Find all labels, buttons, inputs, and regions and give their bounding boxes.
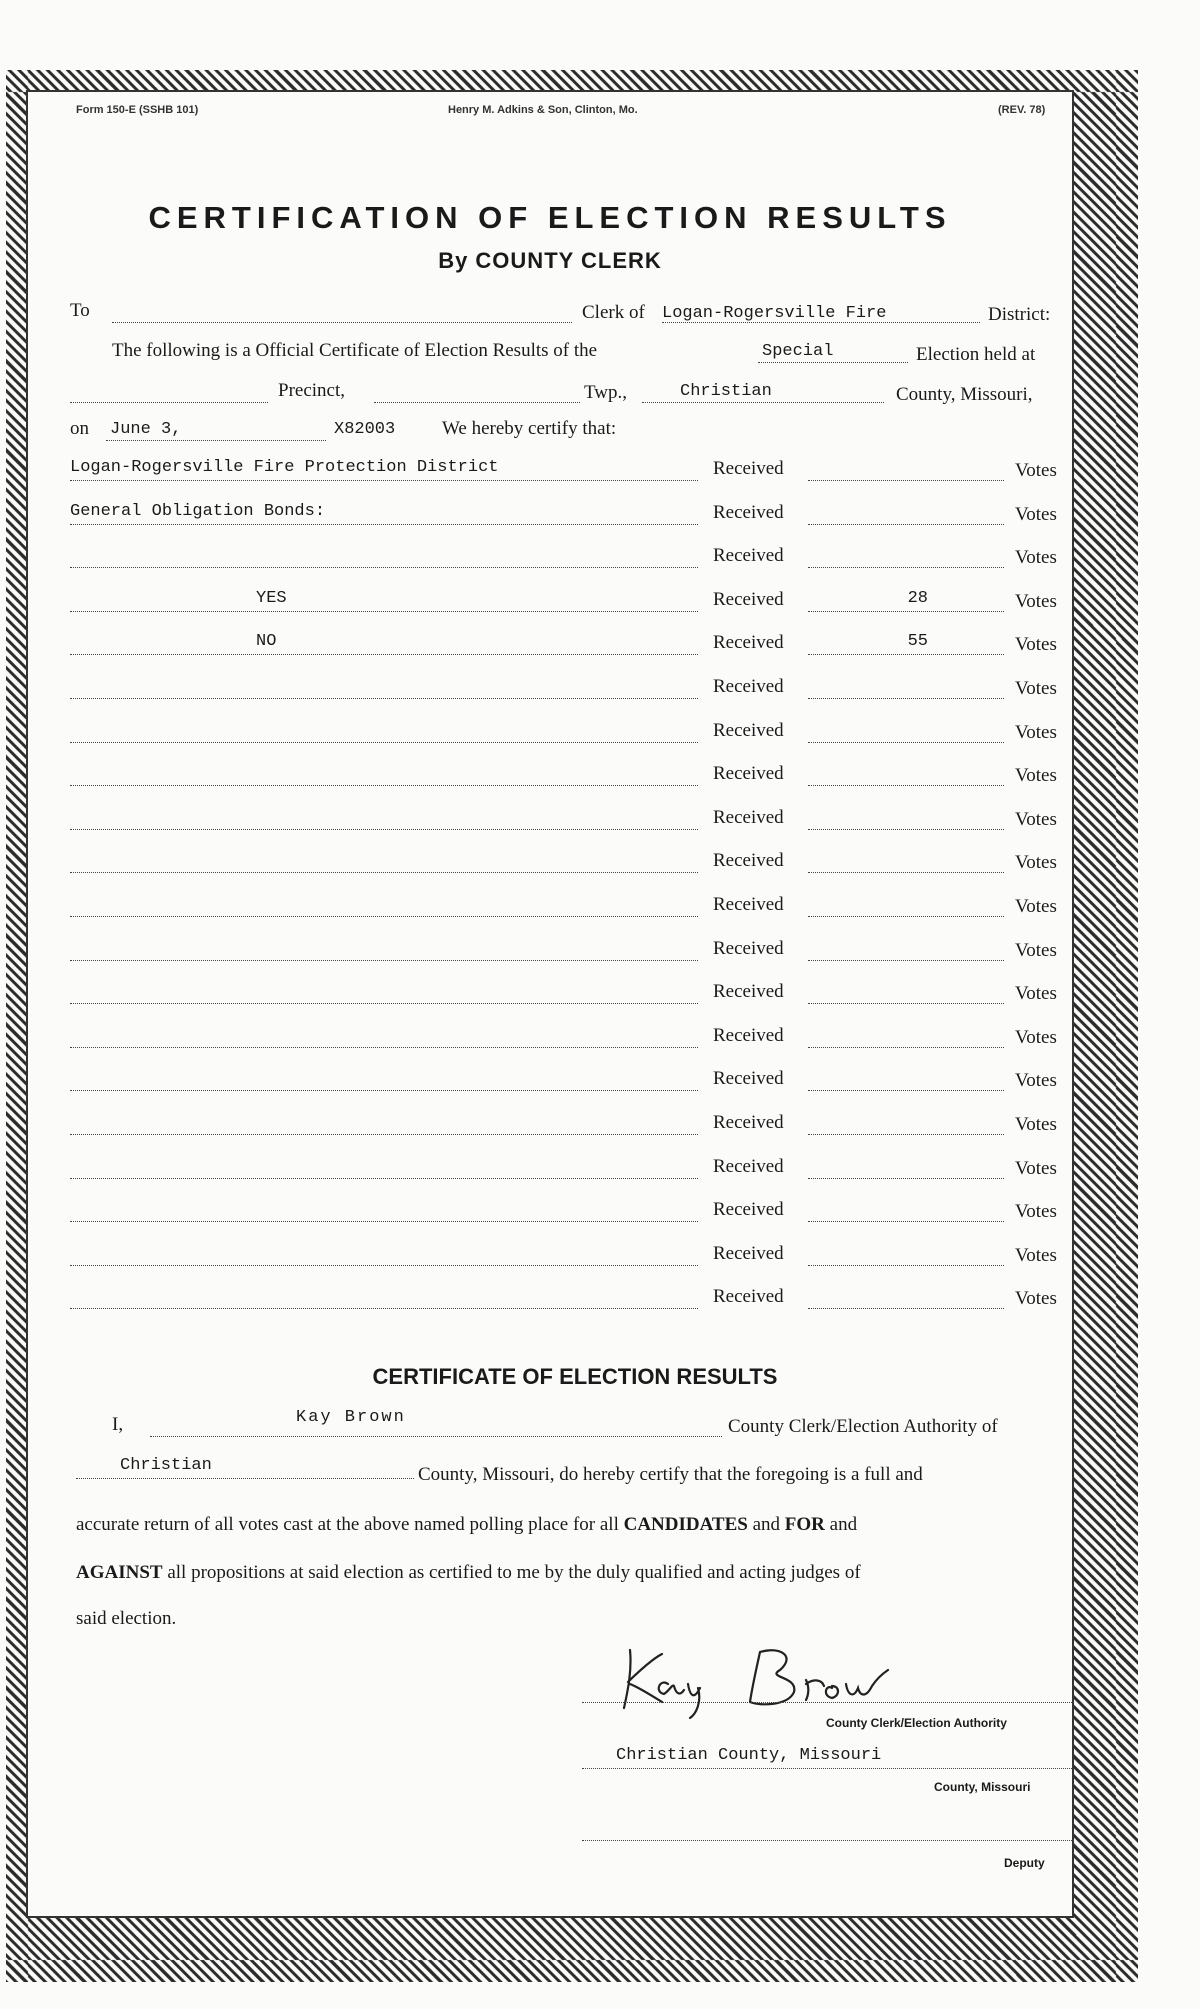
row-label-line bbox=[70, 829, 698, 830]
certificate-intro-text: The following is a Official Certificate of Election Results of the bbox=[112, 340, 598, 361]
received-label: Received bbox=[713, 545, 784, 566]
votes-field-line bbox=[808, 611, 1004, 612]
votes-field-line bbox=[808, 1265, 1004, 1266]
row-label-line bbox=[70, 567, 698, 568]
cert-county-line bbox=[76, 1478, 414, 1479]
clerk-of-label: Clerk of bbox=[582, 302, 645, 323]
received-label: Received bbox=[713, 632, 784, 653]
votes-field-line bbox=[808, 829, 1004, 830]
county-field-line bbox=[642, 402, 884, 403]
county-missouri-label: County, Missouri, bbox=[896, 384, 1033, 405]
votes-label: Votes bbox=[1015, 940, 1057, 961]
received-label: Received bbox=[713, 1025, 784, 1046]
votes-field-line bbox=[808, 1134, 1004, 1135]
votes-field-line bbox=[808, 1221, 1004, 1222]
row-label-line bbox=[70, 1047, 698, 1048]
received-label: Received bbox=[713, 763, 784, 784]
votes-label: Votes bbox=[1015, 634, 1057, 655]
received-label: Received bbox=[713, 1243, 784, 1264]
row-label-line bbox=[70, 872, 698, 873]
row-label-line bbox=[70, 654, 698, 655]
row-label: Logan-Rogersville Fire Protection District bbox=[70, 458, 499, 477]
votes-field-line bbox=[808, 960, 1004, 961]
row-label-line bbox=[70, 1221, 698, 1222]
row-label-line bbox=[70, 742, 698, 743]
votes-value: 28 bbox=[907, 589, 928, 608]
votes-label: Votes bbox=[1015, 1245, 1057, 1266]
cert-line4: AGAINST all propositions at said election as certified to me by the duly qualified and acting judges of bbox=[76, 1562, 861, 1583]
received-label: Received bbox=[713, 1068, 784, 1089]
date-field-line bbox=[106, 440, 326, 441]
received-label: Received bbox=[713, 1156, 784, 1177]
row-label-line bbox=[70, 916, 698, 917]
received-label: Received bbox=[713, 894, 784, 915]
sig-county-line bbox=[582, 1768, 1074, 1769]
row-label-line bbox=[70, 960, 698, 961]
received-label: Received bbox=[713, 720, 784, 741]
received-label: Received bbox=[713, 676, 784, 697]
votes-label: Votes bbox=[1015, 591, 1057, 612]
received-label: Received bbox=[713, 589, 784, 610]
votes-field-line bbox=[808, 785, 1004, 786]
certificate-title: CERTIFICATE OF ELECTION RESULTS bbox=[372, 1364, 778, 1389]
row-label: General Obligation Bonds: bbox=[70, 502, 326, 521]
votes-label: Votes bbox=[1015, 460, 1057, 481]
votes-field-line bbox=[808, 1178, 1004, 1179]
revision-label: (REV. 78) bbox=[998, 104, 1046, 116]
received-label: Received bbox=[713, 1112, 784, 1133]
votes-field-line bbox=[808, 1047, 1004, 1048]
deputy-label: Deputy bbox=[1004, 1856, 1045, 1870]
cert-county-value: Christian bbox=[120, 1456, 212, 1475]
votes-field-line bbox=[808, 1003, 1004, 1004]
votes-field-line bbox=[808, 1090, 1004, 1091]
votes-label: Votes bbox=[1015, 678, 1057, 699]
received-label: Received bbox=[713, 1199, 784, 1220]
page-subtitle: By COUNTY CLERK bbox=[438, 248, 662, 273]
row-label-line bbox=[70, 611, 698, 612]
votes-label: Votes bbox=[1015, 1070, 1057, 1091]
votes-label: Votes bbox=[1015, 547, 1057, 568]
votes-label: Votes bbox=[1015, 983, 1057, 1004]
votes-label: Votes bbox=[1015, 765, 1057, 786]
votes-label: Votes bbox=[1015, 722, 1057, 743]
row-label-line bbox=[70, 1265, 698, 1266]
i-label: I, bbox=[112, 1414, 124, 1435]
cert-line5: said election. bbox=[76, 1608, 177, 1629]
cert-line3: accurate return of all votes cast at the above named polling place for all CANDIDATES and FOR and bbox=[76, 1514, 858, 1535]
votes-field-line bbox=[808, 872, 1004, 873]
row-label-line bbox=[70, 1134, 698, 1135]
votes-label: Votes bbox=[1015, 1027, 1057, 1048]
sig-county-label: County, Missouri bbox=[934, 1780, 1031, 1794]
row-label-line bbox=[70, 1178, 698, 1179]
votes-field-line bbox=[808, 480, 1004, 481]
received-label: Received bbox=[713, 458, 784, 479]
sig-county-value: Christian County, Missouri bbox=[616, 1746, 882, 1765]
deputy-line bbox=[582, 1840, 1074, 1841]
form-number: Form 150-E (SSHB 101) bbox=[76, 104, 199, 116]
cert-certify-text: County, Missouri, do hereby certify that the foregoing is a full and bbox=[418, 1464, 923, 1485]
printer-name: Henry M. Adkins & Son, Clinton, Mo. bbox=[448, 104, 638, 116]
received-label: Received bbox=[713, 938, 784, 959]
precinct-label: Precinct, bbox=[278, 380, 346, 401]
election-type-line bbox=[758, 362, 908, 363]
votes-label: Votes bbox=[1015, 809, 1057, 830]
row-label-line bbox=[70, 1090, 698, 1091]
row-label-line bbox=[70, 785, 698, 786]
clerk-name-line bbox=[150, 1436, 722, 1437]
votes-label: Votes bbox=[1015, 1114, 1057, 1135]
signature-label: County Clerk/Election Authority bbox=[826, 1716, 1007, 1730]
election-type-value: Special bbox=[762, 342, 834, 361]
authority-of-label: County Clerk/Election Authority of bbox=[728, 1416, 998, 1437]
district-value: Logan-Rogersville Fire bbox=[662, 304, 887, 323]
clerk-name-value: Kay Brown bbox=[296, 1408, 406, 1427]
on-label: on bbox=[70, 418, 89, 439]
votes-field-line bbox=[808, 524, 1004, 525]
votes-label: Votes bbox=[1015, 896, 1057, 917]
received-label: Received bbox=[713, 850, 784, 871]
county-value: Christian bbox=[680, 382, 772, 401]
votes-label: Votes bbox=[1015, 1158, 1057, 1179]
votes-value: 55 bbox=[907, 632, 928, 651]
signature-line bbox=[582, 1702, 1074, 1703]
date-value: June 3, bbox=[110, 420, 182, 439]
votes-field-line bbox=[808, 742, 1004, 743]
votes-field-line bbox=[808, 1308, 1004, 1309]
votes-label: Votes bbox=[1015, 1288, 1057, 1309]
precinct-field-line bbox=[70, 402, 268, 403]
district-label: District: bbox=[988, 304, 1051, 325]
row-label-line bbox=[70, 524, 698, 525]
votes-label: Votes bbox=[1015, 1201, 1057, 1222]
certify-text: We hereby certify that: bbox=[442, 418, 617, 439]
page-title: CERTIFICATION OF ELECTION RESULTS bbox=[148, 200, 952, 235]
row-label-line bbox=[70, 1308, 698, 1309]
votes-field-line bbox=[808, 698, 1004, 699]
votes-label: Votes bbox=[1015, 852, 1057, 873]
to-field-line bbox=[112, 322, 572, 323]
received-label: Received bbox=[713, 807, 784, 828]
row-label-line bbox=[70, 698, 698, 699]
twp-label: Twp., bbox=[584, 382, 628, 403]
twp-field-line bbox=[374, 402, 580, 403]
row-label: NO bbox=[256, 632, 277, 651]
signature-image bbox=[610, 1640, 930, 1720]
received-label: Received bbox=[713, 502, 784, 523]
year-value: X82003 bbox=[334, 420, 396, 439]
votes-field-line bbox=[808, 654, 1004, 655]
row-label: YES bbox=[256, 589, 287, 608]
votes-label: Votes bbox=[1015, 504, 1057, 525]
row-label-line bbox=[70, 480, 698, 481]
received-label: Received bbox=[713, 981, 784, 1002]
held-at-label: Election held at bbox=[916, 344, 1036, 365]
to-label: To bbox=[70, 300, 90, 321]
row-label-line bbox=[70, 1003, 698, 1004]
votes-field-line bbox=[808, 567, 1004, 568]
votes-field-line bbox=[808, 916, 1004, 917]
received-label: Received bbox=[713, 1286, 784, 1307]
